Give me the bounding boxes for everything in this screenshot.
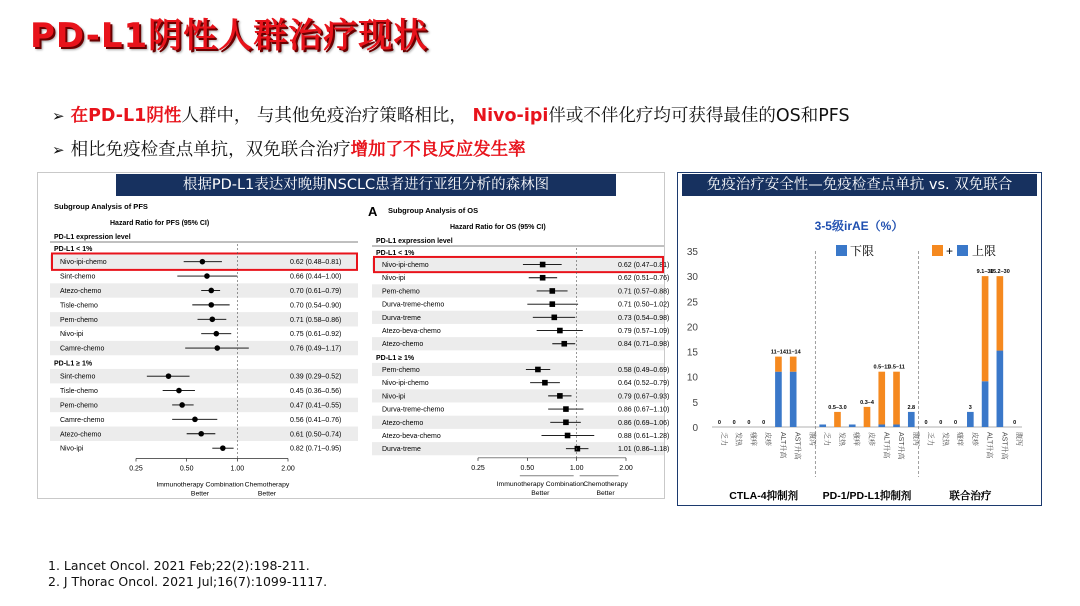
forest-value: 0.62 (0.48–0.81)	[290, 259, 342, 267]
forest-point	[535, 367, 541, 373]
forest-row-label: Nivo-ipi-chemo	[60, 259, 107, 267]
forest-group-label: PD-L1 ≥ 1%	[54, 360, 93, 368]
forest-row-label: Atezo-chemo	[382, 419, 424, 427]
irae-x-tick-label: 发热	[837, 432, 845, 446]
forest-point	[208, 288, 214, 294]
irae-bar-label: 0	[747, 420, 751, 426]
forest-point	[540, 275, 546, 281]
irae-bar-label: 11–14	[785, 349, 801, 356]
irae-x-tick-label: 乏力	[926, 432, 934, 446]
forest-point	[557, 393, 563, 399]
forest-row-label: Pem-chemo	[382, 288, 420, 296]
forest-value: 0.56 (0.41–0.76)	[290, 416, 342, 424]
forest-value: 0.71 (0.57–0.88)	[618, 288, 670, 296]
forest-row-label: Nivo-ipi-chemo	[382, 262, 429, 270]
irae-x-tick-label: AST升高	[1000, 432, 1008, 460]
forest-point	[563, 419, 569, 425]
irae-bar-upper	[775, 357, 782, 372]
forest-point	[198, 431, 204, 437]
forest-x-label-left: Immunotherapy Combination	[496, 480, 584, 488]
forest-point	[540, 262, 546, 268]
irae-group-label: 联合治疗	[949, 490, 992, 502]
irae-bar-upper	[834, 412, 841, 427]
forest-value: 0.86 (0.67–1.10)	[618, 406, 670, 414]
forest-point	[200, 259, 206, 265]
forest-row-label: Atezo-chemo	[60, 431, 102, 439]
forest-point	[557, 328, 563, 334]
irae-bar-label: 0	[717, 420, 721, 426]
forest-row-label: Camre-chemo	[60, 345, 105, 353]
irae-x-tick-label: 发热	[941, 432, 949, 446]
irae-y-tick-label: 25	[686, 297, 698, 309]
irae-x-tick-label: 皮疹	[867, 432, 875, 446]
legend-lower-swatch	[836, 245, 847, 256]
forest-row-label: Atezo-chemo	[60, 287, 102, 295]
forest-value: 0.70 (0.61–0.79)	[290, 287, 342, 295]
irae-bar-lower	[878, 424, 885, 427]
forest-value: 0.88 (0.61–1.28)	[618, 432, 670, 440]
forest-point	[563, 406, 569, 412]
irae-x-tick-label: 腹泻	[808, 432, 816, 446]
irae-bar-label: 0	[954, 420, 958, 426]
forest-group-label: PD-L1 < 1%	[54, 246, 93, 253]
irae-bar-label: 0	[732, 420, 736, 426]
forest-value: 0.47 (0.41–0.55)	[290, 402, 342, 410]
forest-x-label-left: Immunotherapy Combination	[156, 481, 244, 489]
forest-value: 0.76 (0.49–1.17)	[290, 345, 342, 353]
forest-point	[208, 302, 214, 308]
forest-subtitle: Hazard Ratio for OS (95% CI)	[450, 224, 546, 231]
page-title: PD-L1阴性人群治疗现状	[30, 16, 429, 56]
reference-1: 1. Lancet Oncol. 2021 Feb;22(2):198-211.	[48, 558, 310, 573]
forest-point	[166, 373, 172, 379]
bullet-1-highlight-2: Nivo-ipi	[472, 106, 549, 126]
irae-y-tick-label: 10	[686, 372, 698, 384]
forest-x-tick-label: 2.00	[281, 465, 295, 473]
irae-x-tick-label: 皮疹	[970, 432, 978, 446]
forest-row-label: Atezo-beva-chemo	[382, 432, 441, 440]
forest-row-label: Nivo-ipi	[60, 331, 84, 339]
forest-value: 0.70 (0.54–0.90)	[290, 302, 342, 310]
forest-value: 0.84 (0.71–0.98)	[618, 341, 670, 349]
irae-bar-lower	[908, 412, 915, 427]
irae-x-tick-label: 瘙痒	[956, 432, 964, 446]
irae-bar-upper	[790, 357, 797, 372]
forest-plots	[38, 198, 670, 498]
forest-row-label: Sint-chemo	[60, 273, 96, 281]
irae-y-tick-label: 15	[686, 347, 698, 359]
forest-x-tick-label: 0.50	[179, 465, 194, 473]
irae-x-tick-label: 发热	[734, 432, 742, 446]
bullet-2-highlight: 增加了不良反应发生率	[350, 140, 526, 160]
bullet-1-text-2: 伴或不伴化疗均可获得最佳的OS和PFS	[548, 106, 850, 126]
irae-bar-upper	[997, 276, 1004, 350]
irae-title: 3-5级irAE（%）	[814, 219, 904, 233]
forest-plot-panel	[37, 172, 670, 499]
forest-row-label: Nivo-ipi	[382, 275, 406, 283]
irae-group-label: CTLA-4抑制剂	[729, 490, 799, 502]
forest-title: Subgroup Analysis of PFS	[54, 202, 148, 211]
irae-bar-upper	[893, 372, 900, 425]
forest-row-label: Tisle-chemo	[60, 388, 98, 396]
forest-x-tick-label: 0.25	[471, 464, 485, 472]
forest-value: 0.79 (0.57–1.09)	[618, 328, 670, 336]
irae-bar-label: 2.8	[907, 404, 916, 411]
irae-bar-upper	[864, 407, 871, 427]
forest-value: 0.79 (0.67–0.93)	[618, 393, 670, 401]
forest-point	[220, 445, 226, 451]
safety-panel	[677, 172, 1042, 506]
forest-row-label: Durva-treme-chemo	[382, 301, 445, 309]
forest-x-label-left: Better	[190, 490, 210, 498]
irae-bar-lower	[967, 412, 974, 427]
forest-value: 0.62 (0.51–0.76)	[618, 275, 670, 283]
forest-x-label-right: Better	[596, 489, 615, 497]
bullet-2	[52, 136, 526, 161]
forest-point	[575, 446, 581, 452]
bullet-2-text: 相比免疫检查点单抗，双免联合治疗	[70, 140, 351, 160]
irae-bar-label: 0.5–11	[888, 364, 905, 371]
forest-row-label: Camre-chemo	[60, 416, 105, 424]
legend-plus: +	[946, 244, 954, 258]
forest-point	[192, 417, 198, 423]
irae-bar-lower	[819, 424, 826, 427]
forest-row-label: Pem-chemo	[382, 366, 420, 374]
irae-x-tick-label: 乏力	[719, 432, 727, 446]
irae-bar-upper	[982, 276, 989, 381]
forest-title: Subgroup Analysis of OS	[388, 206, 479, 215]
irae-bar-label: 0.5–11	[873, 364, 891, 371]
irae-y-tick-label: 35	[686, 247, 698, 258]
forest-x-label-left: Better	[531, 489, 550, 497]
forest-row-label: Durva-treme	[382, 314, 421, 322]
forest-point	[542, 380, 548, 386]
forest-x-label-right: Chemotherapy	[244, 481, 290, 489]
safety-panel-title: 免疫治疗安全性—免疫检查点单抗 vs. 双免联合	[682, 174, 1037, 196]
forest-row-label: Nivo-ipi	[382, 393, 406, 401]
irae-x-tick-label: ALT升高	[985, 432, 993, 459]
irae-x-tick-label: AST升高	[897, 432, 905, 460]
forest-value: 0.58 (0.49–0.69)	[618, 366, 670, 374]
bullet-1-highlight-1: 在PD-L1阴性	[70, 106, 182, 126]
forest-header: PD-L1 expression level	[54, 234, 131, 241]
forest-x-tick-label: 2.00	[619, 464, 633, 472]
legend-upper-swatch-2	[957, 245, 968, 256]
forest-row-label: Sint-chemo	[60, 373, 96, 381]
bullet-1	[52, 102, 850, 127]
irae-bar-label: 0	[924, 420, 928, 426]
forest-x-tick-label: 1.00	[230, 465, 245, 473]
irae-y-tick-label: 0	[692, 423, 698, 434]
forest-value: 0.45 (0.36–0.56)	[290, 388, 342, 396]
forest-x-label-right: Chemotherapy	[583, 480, 628, 488]
forest-row-label: Pem-chemo	[60, 402, 98, 410]
irae-x-tick-label: 皮疹	[764, 432, 772, 446]
forest-row-label: Durva-treme	[382, 446, 421, 454]
arrow-icon: ➢	[52, 141, 65, 159]
irae-bar-upper	[878, 372, 885, 425]
panel-letter: A	[368, 204, 378, 219]
forest-value: 0.61 (0.50–0.74)	[290, 431, 342, 439]
forest-row-label: Tisle-chemo	[60, 302, 98, 310]
forest-value: 0.39 (0.29–0.52)	[290, 373, 342, 381]
irae-bar-label: 0	[939, 420, 943, 426]
irae-y-tick-label: 30	[686, 272, 698, 284]
forest-point	[214, 331, 220, 337]
irae-y-tick-label: 20	[686, 322, 698, 334]
forest-point	[551, 315, 557, 321]
references	[48, 558, 327, 590]
legend-upper-swatch	[932, 245, 943, 256]
forest-x-tick-label: 1.00	[569, 464, 584, 472]
forest-point	[214, 345, 220, 351]
irae-y-tick-label: 5	[692, 397, 698, 409]
irae-bar-lower	[849, 424, 856, 427]
forest-value: 0.62 (0.47–0.81)	[618, 262, 670, 270]
irae-x-tick-label: 腹泻	[911, 432, 919, 446]
irae-bar-lower	[997, 351, 1004, 427]
forest-value: 0.71 (0.50–1.02)	[618, 301, 670, 309]
forest-group-label: PD-L1 ≥ 1%	[376, 354, 415, 362]
forest-value: 0.73 (0.54–0.98)	[618, 314, 670, 322]
irae-x-tick-label: 瘙痒	[852, 432, 860, 446]
irae-x-tick-label: ALT升高	[778, 432, 786, 459]
forest-value: 0.71 (0.58–0.86)	[290, 316, 342, 324]
irae-bar-label: 0.3–4	[860, 399, 874, 406]
forest-x-tick-label: 0.50	[520, 464, 535, 472]
forest-row-label: Pem-chemo	[60, 316, 98, 324]
legend-upper-label: 上限	[972, 244, 997, 258]
forest-value: 0.82 (0.71–0.95)	[290, 445, 342, 453]
irae-bar-label: 9.1–30	[976, 269, 994, 276]
forest-point	[549, 301, 555, 307]
forest-group-label: PD-L1 < 1%	[376, 250, 415, 257]
forest-header: PD-L1 expression level	[376, 238, 453, 245]
forest-row-label: Atezo-beva-chemo	[382, 328, 441, 336]
legend-lower-label: 下限	[850, 244, 875, 258]
forest-point	[565, 433, 571, 439]
irae-x-tick-label: AST升高	[793, 432, 801, 460]
irae-x-tick-label: 乏力	[823, 432, 831, 446]
forest-row-label: Nivo-ipi	[60, 445, 84, 453]
forest-value: 0.64 (0.52–0.79)	[618, 380, 670, 388]
irae-bar-label: 15.2–30	[989, 269, 1010, 276]
forest-point	[179, 402, 185, 408]
irae-bar-label: 0.5–3.0	[828, 404, 847, 411]
irae-bar-label: 3	[968, 404, 972, 411]
forest-value: 1.01 (0.86–1.18)	[618, 446, 670, 454]
irae-x-tick-label: 腹泻	[1015, 432, 1023, 446]
forest-row-label: Nivo-ipi-chemo	[382, 380, 429, 388]
forest-point	[549, 288, 555, 294]
irae-x-tick-label: 瘙痒	[749, 432, 757, 446]
forest-subtitle: Hazard Ratio for PFS (95% CI)	[110, 220, 210, 227]
irae-bar-chart	[678, 197, 1041, 505]
irae-bar-lower	[982, 381, 989, 427]
reference-2: 2. J Thorac Oncol. 2021 Jul;16(7):1099-1117.	[48, 574, 328, 589]
irae-group-label: PD-1/PD-L1抑制剂	[822, 490, 912, 502]
forest-value: 0.86 (0.69–1.06)	[618, 419, 670, 427]
forest-point	[204, 273, 210, 279]
forest-row-label: Atezo-chemo	[382, 341, 424, 349]
irae-x-tick-label: ALT升高	[882, 432, 890, 459]
forest-value: 0.75 (0.61–0.92)	[290, 331, 342, 339]
irae-bar-lower	[790, 372, 797, 427]
irae-bar-label: 0	[1013, 420, 1017, 426]
irae-bar-label: 0	[762, 420, 766, 426]
bullet-1-text-1: 人群中， 与其他免疫治疗策略相比，	[181, 106, 473, 126]
forest-point	[176, 388, 182, 394]
irae-bar-lower	[893, 424, 900, 427]
irae-bar-label: 11–14	[770, 349, 786, 356]
forest-x-label-right: Better	[257, 490, 277, 498]
forest-row-label: Durva-treme-chemo	[382, 406, 445, 414]
forest-value: 0.66 (0.44–1.00)	[290, 273, 342, 281]
irae-bar-lower	[775, 372, 782, 427]
forest-panel-title: 根据PD-L1表达对晚期NSCLC患者进行亚组分析的森林图	[116, 174, 616, 196]
forest-point	[561, 341, 567, 347]
forest-point	[209, 316, 215, 322]
arrow-icon: ➢	[52, 107, 65, 125]
forest-x-tick-label: 0.25	[129, 465, 143, 473]
